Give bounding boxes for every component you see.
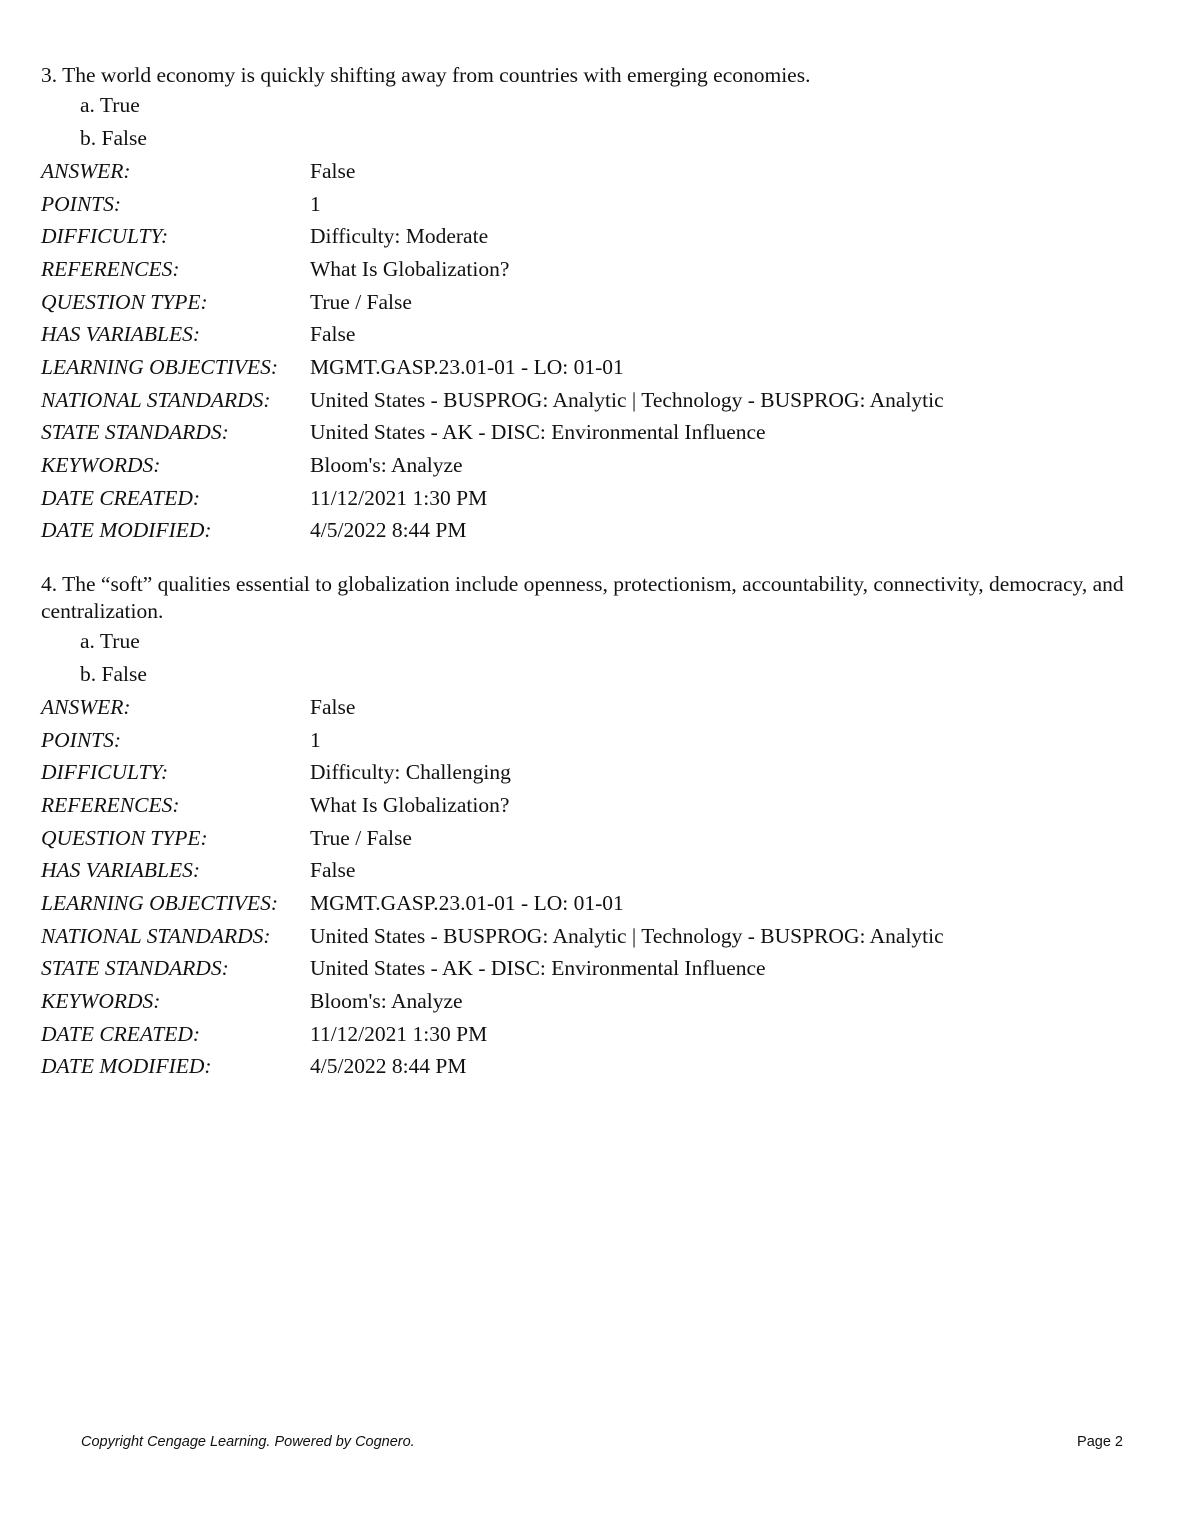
metadata-row	[41, 822, 944, 855]
metadata-key: ANSWER:	[41, 158, 131, 183]
metadata-key: POINTS:	[41, 191, 122, 216]
metadata-value: 11/12/2021 1:30 PM	[310, 485, 488, 510]
metadata-row	[41, 1018, 944, 1051]
option-true: a. True	[80, 629, 140, 653]
metadata-row	[41, 417, 944, 450]
metadata-key: DATE MODIFIED:	[41, 1054, 212, 1079]
metadata-value: 4/5/2022 8:44 PM	[310, 518, 467, 543]
metadata-row	[41, 1051, 944, 1084]
metadata-row	[41, 318, 944, 351]
metadata-value: United States - BUSPROG: Analytic | Technology - BUSPROG: Analytic	[310, 387, 944, 412]
metadata-key: QUESTION TYPE:	[41, 825, 208, 850]
question-stem: 3. The world economy is quickly shifting away from countries with emerging economies.	[41, 63, 811, 87]
metadata-value: United States - AK - DISC: Environmental Influence	[310, 956, 766, 981]
metadata-row	[41, 789, 944, 822]
metadata-row	[41, 449, 944, 482]
metadata-key: DIFFICULTY:	[41, 224, 169, 249]
metadata-key: HAS VARIABLES:	[41, 858, 201, 883]
metadata-value: 11/12/2021 1:30 PM	[310, 1021, 488, 1046]
metadata-row	[41, 985, 944, 1018]
metadata-row	[41, 384, 944, 417]
metadata-row	[41, 854, 944, 887]
page-number: Page 2	[1077, 1434, 1123, 1450]
metadata-key: REFERENCES:	[41, 256, 180, 281]
metadata-key: HAS VARIABLES:	[41, 322, 201, 347]
metadata-key: LEARNING OBJECTIVES:	[41, 354, 279, 379]
metadata-row	[41, 482, 944, 515]
metadata-key: DATE MODIFIED:	[41, 518, 212, 543]
metadata-key: QUESTION TYPE:	[41, 289, 208, 314]
metadata-row	[41, 253, 944, 286]
metadata-row	[41, 351, 944, 384]
metadata-row	[41, 515, 944, 548]
metadata-key: POINTS:	[41, 727, 122, 752]
metadata-row	[41, 724, 944, 757]
metadata-row	[41, 920, 944, 953]
metadata-value: MGMT.GASP.23.01-01 - LO: 01-01	[310, 890, 624, 915]
metadata-value: United States - AK - DISC: Environmental Influence	[310, 420, 766, 445]
question-stem: 4. The “soft” qualities essential to globalization include openness, protectionism, accountability, connectivity, democracy, and centralization.	[41, 572, 1124, 623]
metadata-value: MGMT.GASP.23.01-01 - LO: 01-01	[310, 354, 624, 379]
metadata-value: True / False	[310, 289, 412, 314]
metadata-value: False	[310, 858, 356, 883]
metadata-key: KEYWORDS:	[41, 453, 161, 478]
metadata-value: 1	[310, 727, 321, 752]
copyright-footer: Copyright Cengage Learning. Powered by Cognero.	[81, 1434, 415, 1450]
metadata-key: STATE STANDARDS:	[41, 420, 229, 445]
metadata-key: REFERENCES:	[41, 792, 180, 817]
metadata-key: NATIONAL STANDARDS:	[41, 923, 271, 948]
metadata-row	[41, 953, 944, 986]
metadata-key: KEYWORDS:	[41, 989, 161, 1014]
metadata-row	[41, 220, 944, 253]
metadata-row	[41, 286, 944, 319]
metadata-row	[41, 155, 944, 188]
question-metadata	[41, 691, 944, 1083]
metadata-value: 4/5/2022 8:44 PM	[310, 1054, 467, 1079]
metadata-value: What Is Globalization?	[310, 792, 510, 817]
metadata-row	[41, 691, 944, 724]
option-true: a. True	[80, 93, 140, 117]
option-false: b. False	[80, 662, 147, 686]
metadata-key: DATE CREATED:	[41, 1021, 201, 1046]
metadata-value: Bloom's: Analyze	[310, 989, 463, 1014]
metadata-key: ANSWER:	[41, 694, 131, 719]
metadata-value: Bloom's: Analyze	[310, 453, 463, 478]
metadata-key: STATE STANDARDS:	[41, 956, 229, 981]
metadata-key: DIFFICULTY:	[41, 760, 169, 785]
question-4	[41, 571, 1151, 1083]
metadata-value: False	[310, 694, 356, 719]
metadata-key: LEARNING OBJECTIVES:	[41, 890, 279, 915]
metadata-value: False	[310, 322, 356, 347]
metadata-row	[41, 188, 944, 221]
metadata-value: 1	[310, 191, 321, 216]
metadata-value: True / False	[310, 825, 412, 850]
answer-options	[41, 89, 1151, 155]
metadata-value: What Is Globalization?	[310, 256, 510, 281]
question-metadata	[41, 155, 944, 547]
metadata-value: False	[310, 158, 356, 183]
option-false: b. False	[80, 126, 147, 150]
metadata-value: Difficulty: Challenging	[310, 760, 511, 785]
metadata-key: NATIONAL STANDARDS:	[41, 387, 271, 412]
metadata-row	[41, 756, 944, 789]
question-3	[41, 62, 1151, 547]
metadata-value: United States - BUSPROG: Analytic | Technology - BUSPROG: Analytic	[310, 923, 944, 948]
answer-options	[41, 625, 1151, 691]
metadata-row	[41, 887, 944, 920]
metadata-key: DATE CREATED:	[41, 485, 201, 510]
metadata-value: Difficulty: Moderate	[310, 224, 489, 249]
